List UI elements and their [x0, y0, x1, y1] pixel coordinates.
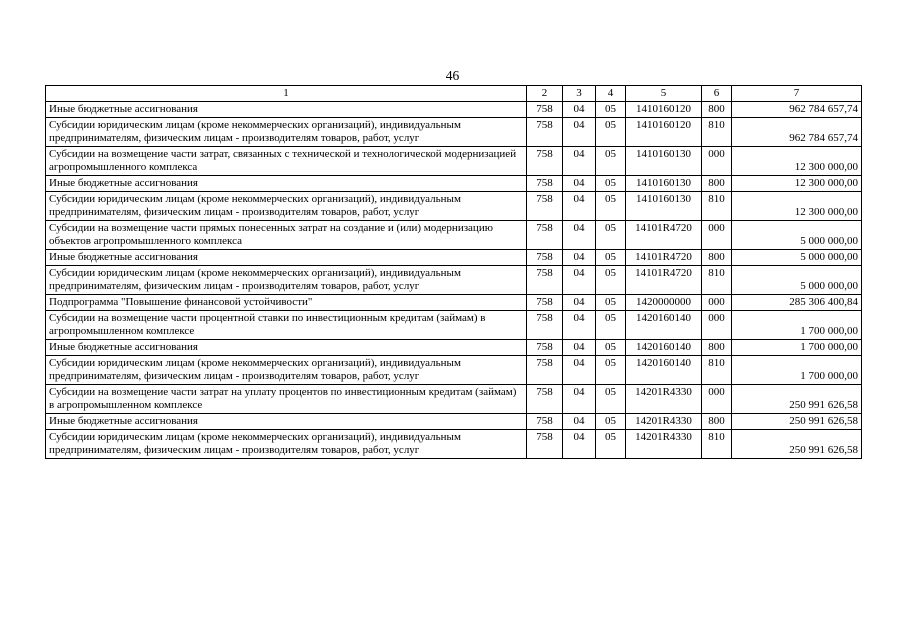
table-row	[46, 192, 862, 221]
subsection-code-cell: 05	[596, 147, 626, 176]
row-name-cell: Субсидии юридическим лицам (кроме некоммерческих организаций), индивидуальным предпринимателям, физическим лицам - производителям товаров, работ, услуг	[46, 356, 527, 385]
amount-cell: 12 300 000,00	[732, 147, 862, 176]
amount-cell: 12 300 000,00	[732, 176, 862, 192]
table-row	[46, 250, 862, 266]
table-row	[46, 430, 862, 459]
amount-cell: 962 784 657,74	[732, 118, 862, 147]
target-code-cell: 14201R4330	[626, 385, 702, 414]
table-row	[46, 356, 862, 385]
column-header: 1	[46, 86, 527, 102]
admin-code-cell: 758	[527, 356, 563, 385]
column-header: 6	[702, 86, 732, 102]
target-code-cell: 1420000000	[626, 295, 702, 311]
amount-cell: 1 700 000,00	[732, 356, 862, 385]
admin-code-cell: 758	[527, 430, 563, 459]
row-name-cell: Субсидии на возмещение части прямых понесенных затрат на создание и (или) модернизацию объектов агропромышленного комплекса	[46, 221, 527, 250]
admin-code-cell: 758	[527, 147, 563, 176]
admin-code-cell: 758	[527, 311, 563, 340]
subsection-code-cell: 05	[596, 430, 626, 459]
column-header: 7	[732, 86, 862, 102]
table-row	[46, 176, 862, 192]
expense-type-cell: 000	[702, 295, 732, 311]
section-code-cell: 04	[563, 176, 596, 192]
section-code-cell: 04	[563, 266, 596, 295]
expense-type-cell: 810	[702, 356, 732, 385]
subsection-code-cell: 05	[596, 340, 626, 356]
section-code-cell: 04	[563, 295, 596, 311]
target-code-cell: 1410160130	[626, 147, 702, 176]
admin-code-cell: 758	[527, 385, 563, 414]
amount-cell: 962 784 657,74	[732, 102, 862, 118]
table-header-row	[46, 86, 862, 102]
section-code-cell: 04	[563, 385, 596, 414]
admin-code-cell: 758	[527, 266, 563, 295]
target-code-cell: 14101R4720	[626, 266, 702, 295]
target-code-cell: 1410160130	[626, 176, 702, 192]
expense-type-cell: 000	[702, 311, 732, 340]
table-row	[46, 414, 862, 430]
admin-code-cell: 758	[527, 102, 563, 118]
section-code-cell: 04	[563, 102, 596, 118]
column-header: 3	[563, 86, 596, 102]
admin-code-cell: 758	[527, 414, 563, 430]
expense-type-cell: 000	[702, 221, 732, 250]
target-code-cell: 1410160130	[626, 192, 702, 221]
target-code-cell: 1410160120	[626, 102, 702, 118]
table-row	[46, 221, 862, 250]
target-code-cell: 14101R4720	[626, 221, 702, 250]
amount-cell: 5 000 000,00	[732, 250, 862, 266]
admin-code-cell: 758	[527, 295, 563, 311]
table-row	[46, 118, 862, 147]
amount-cell: 250 991 626,58	[732, 385, 862, 414]
target-code-cell: 14201R4330	[626, 414, 702, 430]
subsection-code-cell: 05	[596, 192, 626, 221]
subsection-code-cell: 05	[596, 385, 626, 414]
admin-code-cell: 758	[527, 192, 563, 221]
table-row	[46, 266, 862, 295]
admin-code-cell: 758	[527, 221, 563, 250]
admin-code-cell: 758	[527, 250, 563, 266]
expense-type-cell: 800	[702, 250, 732, 266]
subsection-code-cell: 05	[596, 118, 626, 147]
section-code-cell: 04	[563, 147, 596, 176]
page-number: 46	[445, 68, 460, 83]
column-header: 4	[596, 86, 626, 102]
target-code-cell: 1410160120	[626, 118, 702, 147]
row-name-cell: Субсидии юридическим лицам (кроме некоммерческих организаций), индивидуальным предпринимателям, физическим лицам - производителям товаров, работ, услуг	[46, 430, 527, 459]
row-name-cell: Субсидии юридическим лицам (кроме некоммерческих организаций), индивидуальным предпринимателям, физическим лицам - производителям товаров, работ, услуг	[46, 118, 527, 147]
expense-type-cell: 000	[702, 147, 732, 176]
section-code-cell: 04	[563, 221, 596, 250]
table-body	[46, 102, 862, 459]
table-row	[46, 295, 862, 311]
amount-cell: 1 700 000,00	[732, 311, 862, 340]
expense-type-cell: 810	[702, 266, 732, 295]
table-row	[46, 340, 862, 356]
admin-code-cell: 758	[527, 176, 563, 192]
admin-code-cell: 758	[527, 340, 563, 356]
table-row	[46, 311, 862, 340]
row-name-cell: Иные бюджетные ассигнования	[46, 340, 527, 356]
expense-type-cell: 810	[702, 430, 732, 459]
expense-type-cell: 810	[702, 118, 732, 147]
section-code-cell: 04	[563, 430, 596, 459]
target-code-cell: 14101R4720	[626, 250, 702, 266]
amount-cell: 250 991 626,58	[732, 430, 862, 459]
table-row	[46, 385, 862, 414]
target-code-cell: 1420160140	[626, 340, 702, 356]
admin-code-cell: 758	[527, 118, 563, 147]
section-code-cell: 04	[563, 250, 596, 266]
column-header: 2	[527, 86, 563, 102]
section-code-cell: 04	[563, 340, 596, 356]
target-code-cell: 1420160140	[626, 356, 702, 385]
row-name-cell: Иные бюджетные ассигнования	[46, 250, 527, 266]
amount-cell: 5 000 000,00	[732, 221, 862, 250]
target-code-cell: 1420160140	[626, 311, 702, 340]
column-header: 5	[626, 86, 702, 102]
subsection-code-cell: 05	[596, 250, 626, 266]
row-name-cell: Субсидии на возмещение части процентной ставки по инвестиционным кредитам (займам) в агропромышленном комплексе	[46, 311, 527, 340]
row-name-cell: Иные бюджетные ассигнования	[46, 102, 527, 118]
section-code-cell: 04	[563, 192, 596, 221]
amount-cell: 5 000 000,00	[732, 266, 862, 295]
subsection-code-cell: 05	[596, 102, 626, 118]
row-name-cell: Субсидии юридическим лицам (кроме некоммерческих организаций), индивидуальным предпринимателям, физическим лицам - производителям товаров, работ, услуг	[46, 192, 527, 221]
subsection-code-cell: 05	[596, 414, 626, 430]
row-name-cell: Субсидии на возмещение части затрат на уплату процентов по инвестиционным кредитам (займам) в агропромышленном комплексе	[46, 385, 527, 414]
subsection-code-cell: 05	[596, 356, 626, 385]
section-code-cell: 04	[563, 356, 596, 385]
expense-type-cell: 800	[702, 340, 732, 356]
amount-cell: 12 300 000,00	[732, 192, 862, 221]
row-name-cell: Подпрограмма "Повышение финансовой устойчивости"	[46, 295, 527, 311]
target-code-cell: 14201R4330	[626, 430, 702, 459]
row-name-cell: Иные бюджетные ассигнования	[46, 176, 527, 192]
subsection-code-cell: 05	[596, 221, 626, 250]
expense-type-cell: 800	[702, 102, 732, 118]
subsection-code-cell: 05	[596, 311, 626, 340]
section-code-cell: 04	[563, 118, 596, 147]
amount-cell: 285 306 400,84	[732, 295, 862, 311]
expense-type-cell: 800	[702, 414, 732, 430]
amount-cell: 1 700 000,00	[732, 340, 862, 356]
row-name-cell: Субсидии юридическим лицам (кроме некоммерческих организаций), индивидуальным предпринимателям, физическим лицам - производителям товаров, работ, услуг	[46, 266, 527, 295]
subsection-code-cell: 05	[596, 295, 626, 311]
expense-type-cell: 810	[702, 192, 732, 221]
expense-type-cell: 000	[702, 385, 732, 414]
subsection-code-cell: 05	[596, 266, 626, 295]
row-name-cell: Субсидии на возмещение части затрат, связанных с технической и технологической модернизацией агропромышленного комплекса	[46, 147, 527, 176]
expense-type-cell: 800	[702, 176, 732, 192]
section-code-cell: 04	[563, 414, 596, 430]
row-name-cell: Иные бюджетные ассигнования	[46, 414, 527, 430]
table-row	[46, 147, 862, 176]
amount-cell: 250 991 626,58	[732, 414, 862, 430]
section-code-cell: 04	[563, 311, 596, 340]
budget-table	[45, 85, 862, 459]
subsection-code-cell: 05	[596, 176, 626, 192]
table-row	[46, 102, 862, 118]
